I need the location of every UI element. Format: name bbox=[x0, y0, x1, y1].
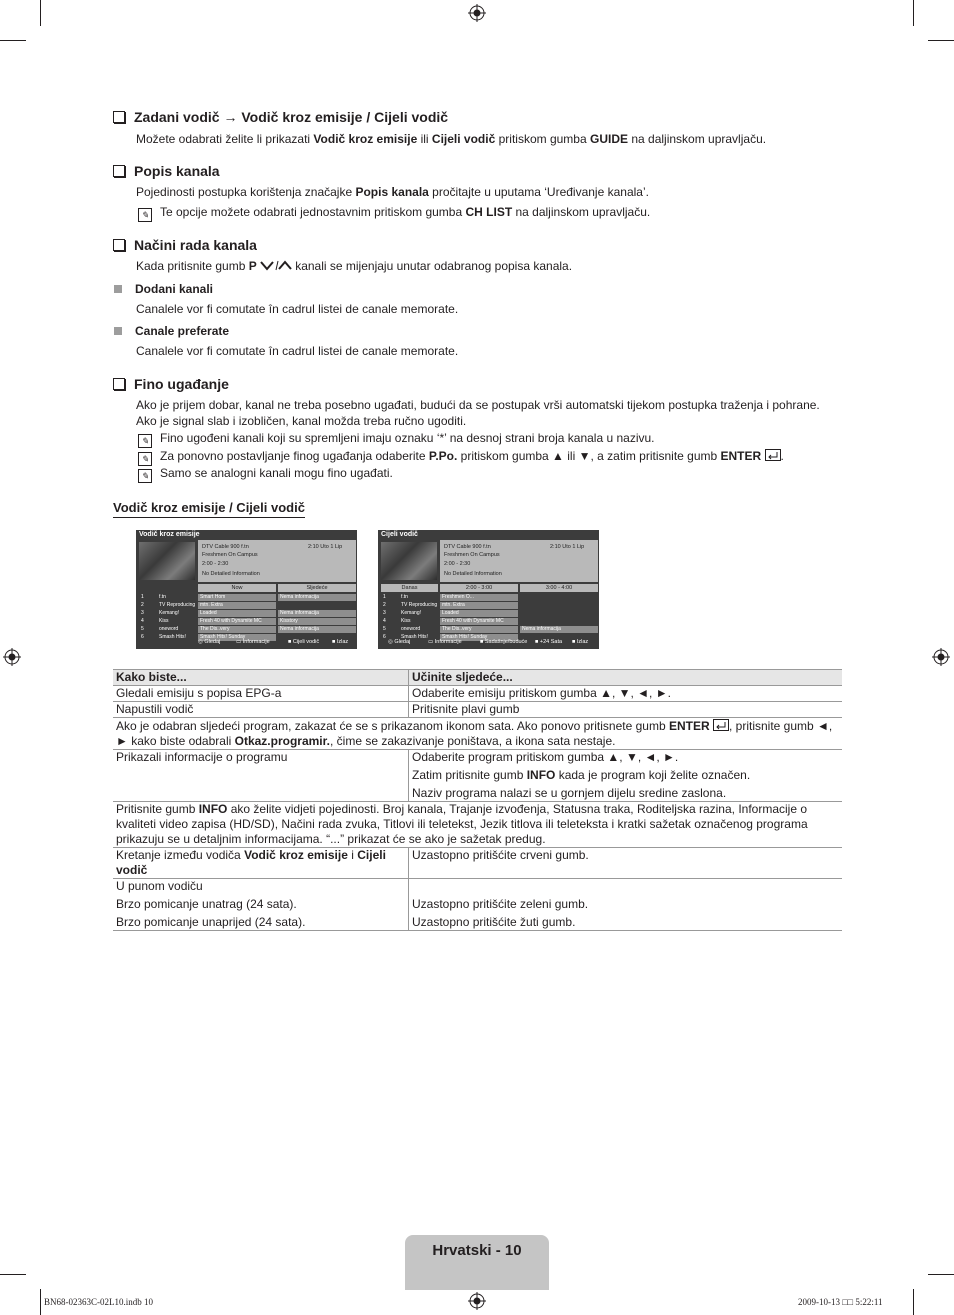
paragraph: Možete odabrati želite li prikazati Vodič kroz emisije ili Cijeli vodič pritiskom gumba GUIDE na daljinskom upravljaču. bbox=[136, 132, 767, 146]
guide-cell: Freshmen O... bbox=[440, 594, 518, 601]
guide-row[interactable] bbox=[139, 610, 357, 617]
footer-button: ▭ Informacije bbox=[428, 639, 462, 645]
registration-mark-icon bbox=[468, 4, 486, 22]
tv-screen-full-guide bbox=[378, 530, 599, 649]
guide-cell: Nema informacija bbox=[278, 594, 356, 601]
paragraph: Canalele vor fi comutate în cadrul listei de canale memorate. bbox=[136, 344, 459, 358]
table-row bbox=[113, 750, 842, 802]
table-cell: Uzastopno pritišćite zeleni gumb. bbox=[412, 897, 589, 911]
table-row bbox=[113, 702, 842, 718]
note: ✎ Samo se analogni kanali mogu fino ugađati. bbox=[138, 465, 393, 483]
guide-cell: f.tn bbox=[159, 594, 166, 600]
table-cell: Kretanje između vodiča Vodič kroz emisije i Cijeli vodič bbox=[113, 848, 409, 879]
guide-cell: 4 bbox=[141, 618, 144, 624]
guide-row[interactable] bbox=[381, 602, 599, 609]
guide-cell: Kemang! bbox=[401, 610, 422, 616]
table-cell: Uzastopno pritišćite crveni gumb. bbox=[412, 848, 589, 862]
guide-cell: 2 bbox=[141, 602, 144, 608]
registration-mark-icon bbox=[468, 1292, 486, 1310]
paragraph: Ako je prijem dobar, kanal ne treba posebno ugađati, budući da se postupak vrši automatski tijekom postupka traženja i pohrane. Ako je signal slab i izobličen, kanal možda treba ručno ugoditi. bbox=[136, 398, 820, 428]
table-header-cell: Učinite sljedeće... bbox=[412, 670, 513, 684]
page-number: Hrvatski - 10 bbox=[432, 1242, 522, 1259]
tv-screen-program-guide bbox=[136, 530, 357, 649]
info-detail: No Detailed Information bbox=[202, 571, 260, 577]
video-thumbnail bbox=[381, 542, 437, 580]
guide-cell: Smash Hits! Sunday bbox=[198, 634, 276, 641]
footer-button: ■ Izlaz bbox=[332, 639, 349, 645]
guide-cell: oneword bbox=[401, 626, 421, 632]
figure-heading: Vodič kroz emisije / Cijeli vodič bbox=[113, 500, 305, 518]
guide-cell: 1 bbox=[141, 594, 144, 600]
info-panel bbox=[440, 540, 598, 582]
guide-cell: 5 bbox=[141, 626, 144, 632]
footer-button: ■ Cijeli vodič bbox=[288, 639, 320, 645]
section-heading: Zadani vodič → Vodič kroz emisije / Cijeli vodič bbox=[113, 109, 448, 125]
note-icon: ✎ bbox=[138, 452, 152, 466]
crop-mark bbox=[40, 0, 41, 26]
guide-cell: Kemang! bbox=[159, 610, 180, 616]
table-cell: Odaberite program pritiskom gumba ▲, ▼, ◄, ►. Zatim pritisnite gumb INFO kada je program koji želite označen. Naziv programa nalazi se u gornjem dijelu sredine zaslona. bbox=[412, 750, 751, 800]
guide-cell: 6 bbox=[383, 634, 386, 640]
guide-row[interactable] bbox=[381, 610, 599, 617]
guide-cell: 3 bbox=[383, 610, 386, 616]
info-duration: 2:00 - 2:30 bbox=[202, 561, 229, 567]
guide-cell: 4 bbox=[383, 618, 386, 624]
guide-cell: TV Reproducing bbox=[159, 602, 196, 608]
sub-heading: Canale preferate bbox=[114, 323, 229, 339]
guide-cell: Fresh 40 with Dynamite MC bbox=[198, 618, 276, 625]
guide-cell: Loaded bbox=[198, 610, 276, 617]
note: ✎ Za ponovno postavljanje finog ugađanja odaberite P.Po. pritiskom gumba ▲ ili ▼, a zatim pritisnite gumb ENTER . bbox=[138, 448, 784, 466]
section-heading: Fino ugađanje bbox=[113, 376, 229, 392]
guide-cell: TV Reproducing bbox=[401, 602, 438, 608]
guide-row[interactable] bbox=[381, 626, 599, 633]
guide-cell: Nema informacija bbox=[278, 610, 356, 617]
guide-cell: Nema informacija bbox=[278, 626, 356, 633]
guide-cell: Nema informacija bbox=[520, 626, 598, 633]
print-date: 2009-10-13 □□ 5:22:11 bbox=[798, 1297, 883, 1307]
guide-row[interactable] bbox=[139, 594, 357, 601]
footer-button: ■ Izlaz bbox=[572, 639, 589, 645]
guide-row[interactable] bbox=[139, 626, 357, 633]
guide-cell: Kiss bbox=[401, 618, 411, 624]
checkbox-bullet-icon bbox=[113, 239, 125, 251]
table-cell bbox=[409, 879, 843, 895]
column-header: Now bbox=[198, 584, 276, 592]
square-bullet-icon bbox=[114, 285, 122, 293]
crop-mark bbox=[0, 1274, 26, 1275]
footer-button: ▭ Informacije bbox=[236, 639, 270, 645]
guide-row[interactable] bbox=[381, 594, 599, 601]
guide-cell: f.tn bbox=[401, 594, 408, 600]
footer-button: ◎ Gledaj bbox=[388, 639, 411, 645]
screen-title: Vodič kroz emisije bbox=[139, 531, 200, 538]
footer-button: ■ Sadašnje/buduće bbox=[480, 639, 528, 645]
table-row bbox=[113, 894, 842, 912]
table-cell: Ako je odabran sljedeći program, zakazat će se s prikazanom ikonom sata. Ako ponovo pritisnete gumb ENTER , pritisnite gumb ◄, ► kako biste odabrali Otkaz.programir., čime se zakazivanje poništava, a ikona sata nestaje. bbox=[116, 719, 833, 748]
column-header: 3:00 - 4:00 bbox=[520, 584, 598, 592]
sub-heading: Dodani kanali bbox=[114, 281, 213, 297]
table-cell: Gledali emisiju s popisa EPG-a bbox=[113, 686, 409, 702]
guide-cell: 5 bbox=[383, 626, 386, 632]
table-row bbox=[113, 879, 842, 895]
enter-icon bbox=[713, 719, 729, 731]
guide-cell: 6 bbox=[141, 634, 144, 640]
crop-mark bbox=[0, 40, 26, 41]
guide-cell: Loaded bbox=[440, 610, 518, 617]
guide-cell: The Dis..very bbox=[198, 626, 276, 633]
guide-cell: 1 bbox=[383, 594, 386, 600]
checkbox-bullet-icon bbox=[113, 111, 125, 123]
note-icon: ✎ bbox=[138, 434, 152, 448]
guide-cell: 3 bbox=[141, 610, 144, 616]
table-row bbox=[113, 848, 842, 879]
table-cell: Brzo pomicanje unatrag (24 sata). bbox=[113, 894, 409, 912]
square-bullet-icon bbox=[114, 327, 122, 335]
enter-icon bbox=[765, 449, 781, 461]
registration-mark-icon bbox=[932, 648, 950, 666]
table-cell: Odaberite emisiju pritiskom gumba ▲, ▼, ◄, ►. bbox=[412, 686, 671, 700]
guide-cell: Smash Hits! Sunday bbox=[440, 634, 518, 641]
crop-mark bbox=[913, 0, 914, 26]
table-cell: Uzastopno pritišćite žuti gumb. bbox=[412, 915, 576, 929]
note: ✎ Te opcije možete odabrati jednostavnim pritiskom gumba CH LIST na daljinskom upravljaču. bbox=[138, 204, 650, 222]
table-cell: Napustili vodič bbox=[113, 702, 409, 718]
guide-cell: Fresh 40 with Dynamite MC bbox=[440, 618, 518, 625]
paragraph: Kada pritisnite gumb P kanali se mijenjaju unutar odabranog popisa kanala. bbox=[136, 259, 573, 273]
checkbox-bullet-icon bbox=[113, 378, 125, 390]
table-header-cell: Kako biste... bbox=[113, 670, 409, 686]
table-cell: U punom vodiču bbox=[113, 879, 409, 895]
column-header: Sljedeće bbox=[278, 584, 356, 592]
guide-cell: Smash Hits! bbox=[401, 634, 428, 640]
footer-button: ■ +24 Sata bbox=[535, 639, 563, 645]
info-panel bbox=[198, 540, 356, 582]
guide-cell: Smart Hom bbox=[198, 594, 276, 601]
info-channel: DTV Cable 900 f.tn bbox=[444, 544, 491, 550]
guide-cell: mtn. Extra bbox=[198, 602, 276, 609]
crop-mark bbox=[928, 40, 954, 41]
note-icon: ✎ bbox=[138, 469, 152, 483]
paragraph: Canalele vor fi comutate în cadrul listei de canale memorate. bbox=[136, 302, 459, 316]
info-program: Freshmen On Campus bbox=[444, 552, 500, 558]
table-row bbox=[113, 686, 842, 702]
guide-cell: The Dis..very bbox=[440, 626, 518, 633]
info-time: 2:10 Uto 1 Lip bbox=[550, 544, 585, 550]
guide-cell: Kiss bbox=[159, 618, 169, 624]
checkbox-bullet-icon bbox=[113, 165, 125, 177]
guide-cell: oneword bbox=[159, 626, 179, 632]
table-cell: Brzo pomicanje unaprijed (24 sata). bbox=[113, 912, 409, 931]
info-program: Freshmen On Campus bbox=[202, 552, 258, 558]
screen-title: Cijeli vodič bbox=[381, 531, 418, 538]
note-icon: ✎ bbox=[138, 208, 152, 222]
page-number-tab bbox=[405, 1235, 549, 1290]
table-cell: Pritisnite plavi gumb bbox=[412, 702, 520, 716]
footer-button: ◎ Gledaj bbox=[198, 639, 221, 645]
table-row bbox=[113, 802, 842, 848]
guide-cell: Kisstory bbox=[278, 618, 356, 625]
info-time: 2:10 Uto 1 Lip bbox=[308, 544, 343, 550]
column-header: 2:00 - 3:00 bbox=[440, 584, 518, 592]
info-channel: DTV Cable 900 f.tn bbox=[202, 544, 249, 550]
guide-cell: mtn. Extra bbox=[440, 602, 518, 609]
info-duration: 2:00 - 2:30 bbox=[444, 561, 471, 567]
file-info: BN68-02363C-02L10.indb 10 bbox=[44, 1297, 153, 1307]
crop-mark bbox=[40, 1289, 41, 1315]
guide-row[interactable] bbox=[139, 602, 357, 609]
column-header: Danas bbox=[381, 584, 438, 592]
guide-cell: Smash Hits! bbox=[159, 634, 186, 640]
instructions-table bbox=[113, 669, 842, 931]
table-row bbox=[113, 718, 842, 750]
note: ✎ Fino ugođeni kanali koji su spremljeni imaju oznaku ‘*’ na desnoj strani broja kanala u nazivu. bbox=[138, 430, 655, 448]
video-thumbnail bbox=[139, 542, 195, 580]
paragraph: Pojedinosti postupka korištenja značajke Popis kanala pročitajte u uputama ‘Uređivanje kanala’. bbox=[136, 185, 649, 199]
crop-mark bbox=[928, 1274, 954, 1275]
guide-row[interactable] bbox=[139, 618, 357, 625]
channel-down-up-icon bbox=[260, 260, 292, 271]
section-heading: Načini rada kanala bbox=[113, 237, 257, 253]
crop-mark bbox=[913, 1289, 914, 1315]
guide-cell: 2 bbox=[383, 602, 386, 608]
guide-row[interactable] bbox=[381, 618, 599, 625]
info-detail: No Detailed Information bbox=[444, 571, 502, 577]
section-heading: Popis kanala bbox=[113, 163, 220, 179]
table-cell: Prikazali informacije o programu bbox=[113, 750, 409, 802]
table-cell: Pritisnite gumb INFO ako želite vidjeti pojedinosti. Broj kanala, Trajanje izvođenja, Statusna traka, Roditeljska razina, Informacije o kvaliteti video zapisa (HD/SD), Načini rada zvuka, Titlovi ili teletekst, Jezik titlova ili teleteksta i kratki sažetak označenog programa prikazuju se u detaljnim informacijama. “...” prikazat će se ako je sažetak predug. bbox=[116, 802, 808, 846]
registration-mark-icon bbox=[3, 648, 21, 666]
table-header-row bbox=[113, 670, 842, 686]
table-row bbox=[113, 912, 842, 931]
